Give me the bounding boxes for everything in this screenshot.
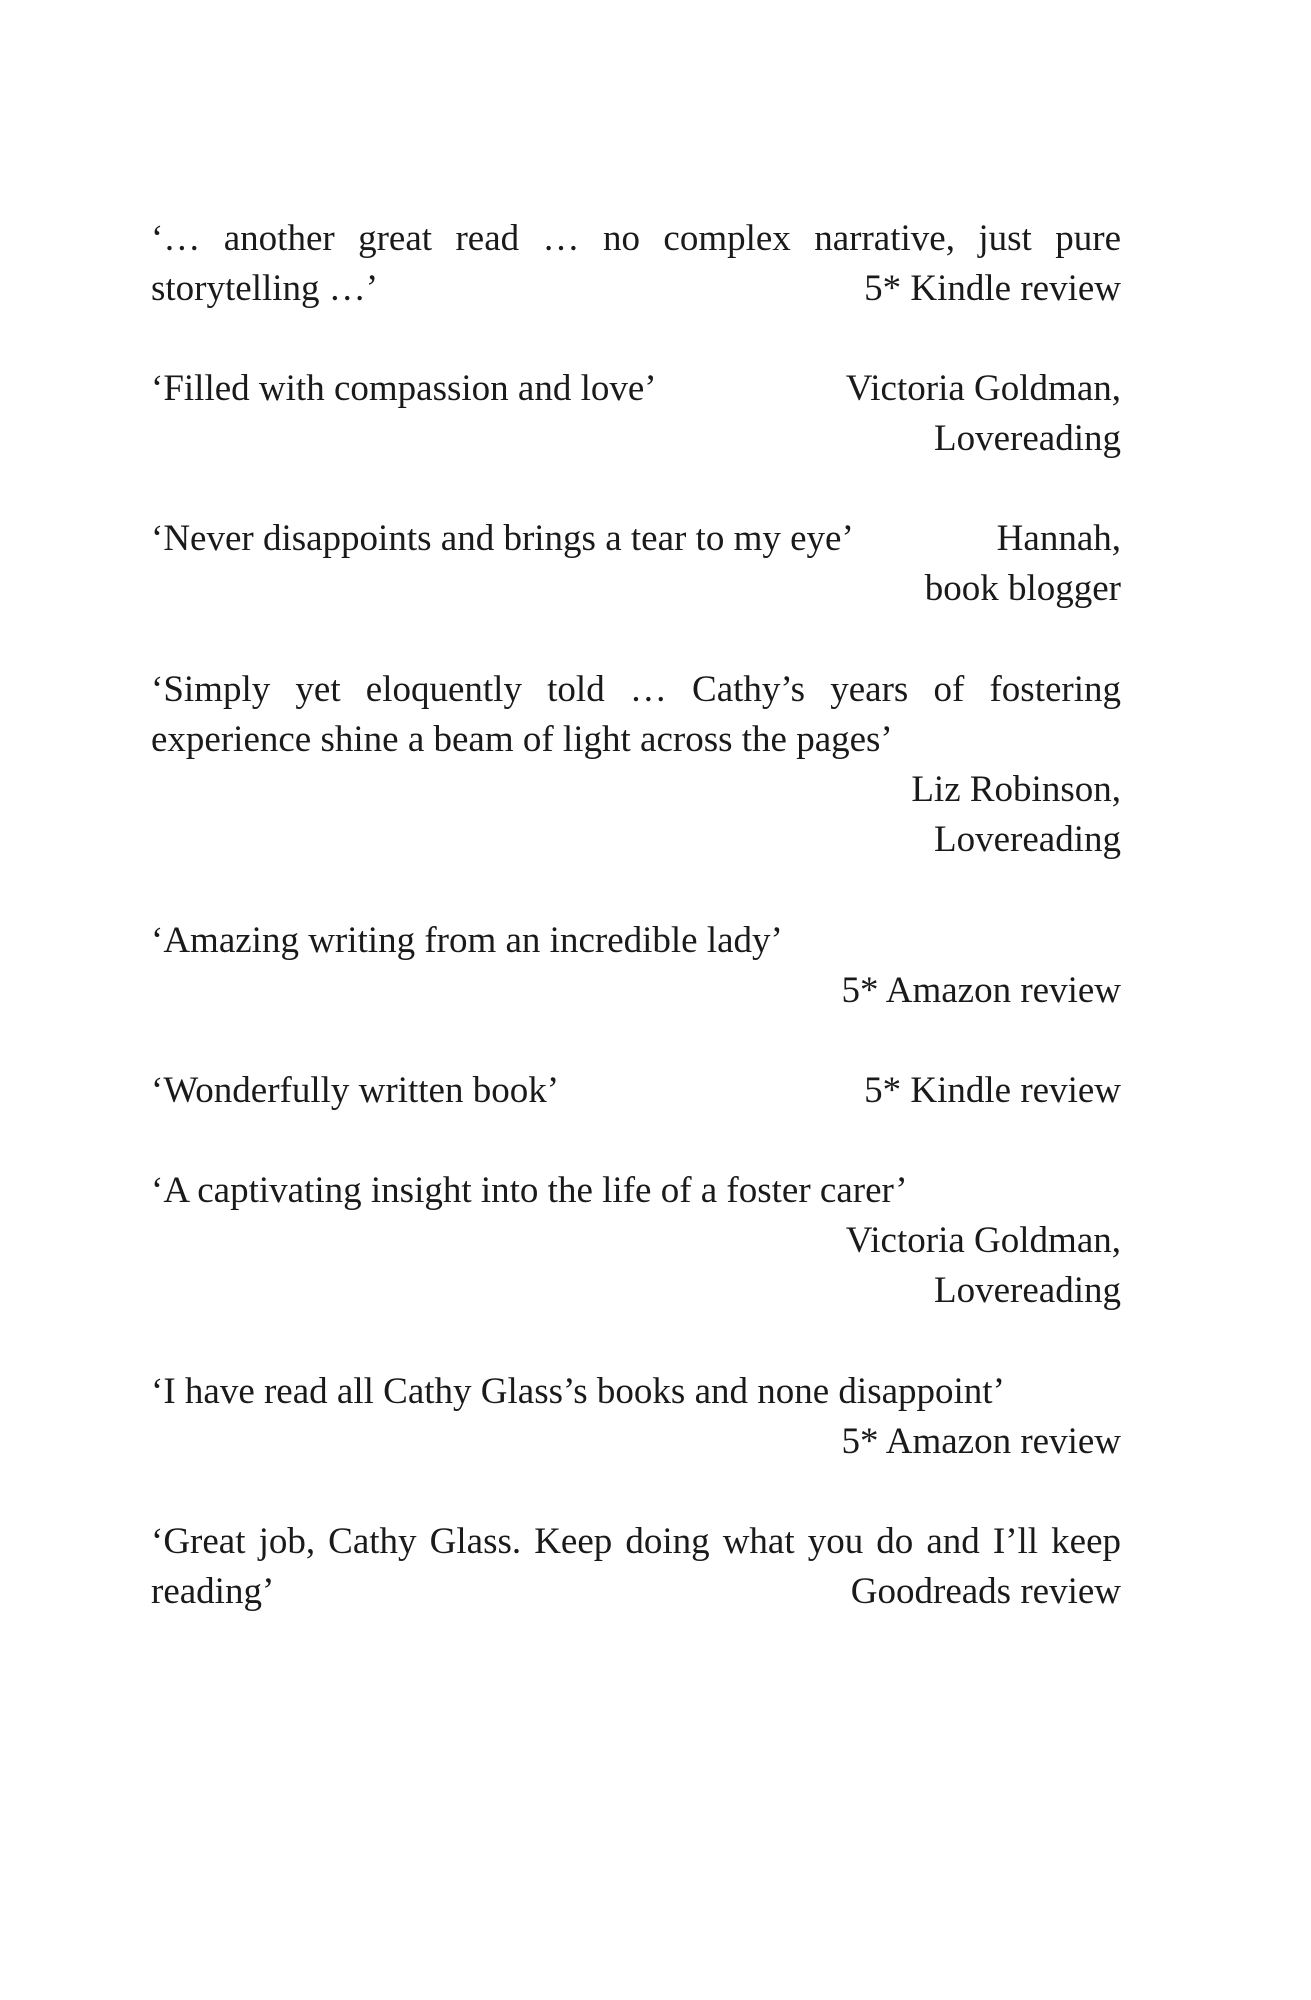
review-source: Goodreads review	[850, 1571, 1121, 1612]
review-quote: experience shine a beam of light across the pages’	[151, 719, 893, 760]
review-source: book blogger	[924, 568, 1121, 609]
review-source: Lovereading	[934, 1270, 1121, 1311]
review-quote: ‘I have read all Cathy Glass’s books and none disappoint’	[151, 1371, 1005, 1412]
review-quote: ‘… another great read … no complex narrative, just pure	[151, 218, 1121, 259]
review-source: Victoria Goldman,	[845, 368, 1121, 409]
review-quote: storytelling …’	[151, 268, 379, 309]
review-quote: ‘Filled with compassion and love’	[151, 368, 657, 409]
review-source: 5* Kindle review	[864, 1070, 1121, 1111]
review-quote: ‘Great job, Cathy Glass. Keep doing what you do and I’ll keep	[151, 1521, 1121, 1562]
review-quote: ‘Amazing writing from an incredible lady’	[151, 920, 783, 961]
review-quote: reading’	[151, 1571, 275, 1612]
review-quote: ‘Never disappoints and brings a tear to my eye’	[151, 518, 854, 559]
review-source: Victoria Goldman,	[845, 1220, 1121, 1261]
review-source: Liz Robinson,	[911, 769, 1121, 810]
review-quote: ‘Wonderfully written book’	[151, 1070, 560, 1111]
review-quote: ‘A captivating insight into the life of a foster carer’	[151, 1170, 908, 1211]
review-quote: ‘Simply yet eloquently told … Cathy’s years of fostering	[151, 669, 1121, 710]
review-page	[151, 0, 1121, 2000]
review-row	[151, 264, 1121, 314]
review-source: Lovereading	[934, 819, 1121, 860]
review-row	[151, 514, 1121, 564]
review-row	[151, 364, 1121, 414]
review-row	[151, 1066, 1121, 1116]
review-row	[151, 1567, 1121, 1617]
review-source: 5* Amazon review	[841, 970, 1121, 1011]
review-source: Hannah,	[996, 518, 1121, 559]
review-source: Lovereading	[934, 418, 1121, 459]
review-source: 5* Kindle review	[864, 268, 1121, 309]
review-source: 5* Amazon review	[841, 1421, 1121, 1462]
